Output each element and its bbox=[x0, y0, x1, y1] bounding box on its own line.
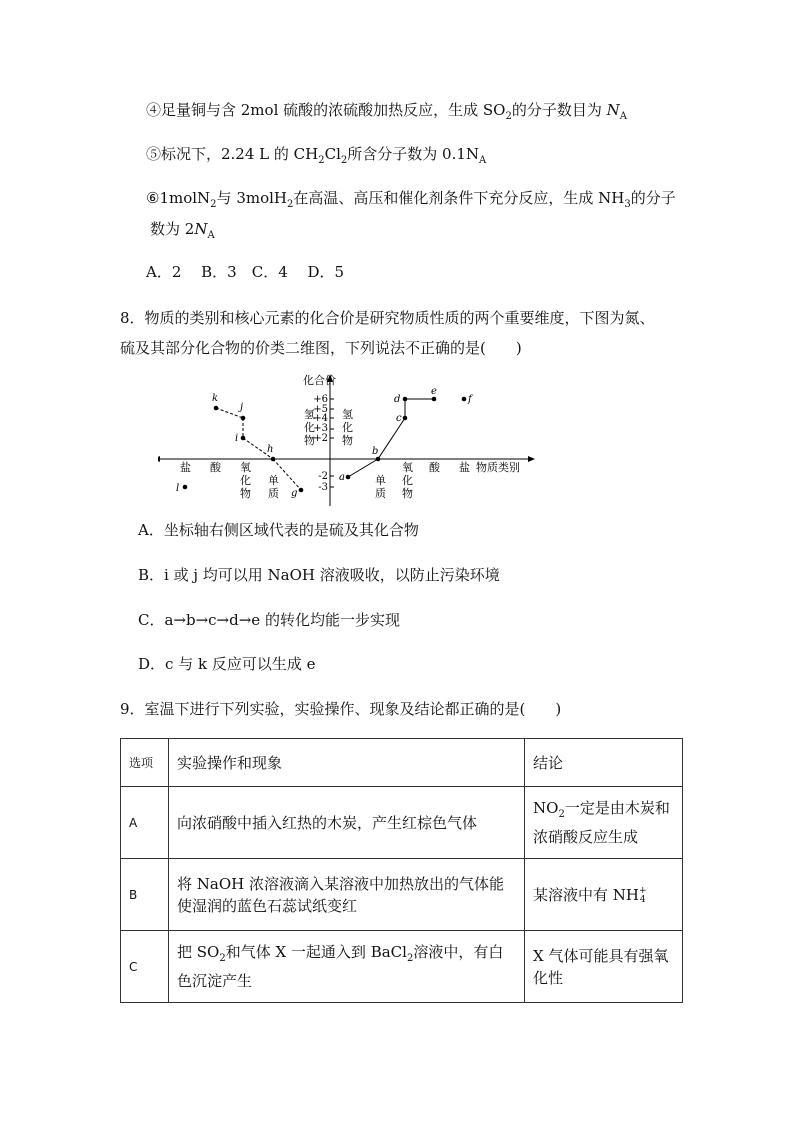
label-c: c bbox=[396, 413, 402, 424]
point-b bbox=[376, 457, 381, 462]
point-f bbox=[462, 397, 467, 402]
q8-option-d: D．c 与 k 反应可以生成 e bbox=[138, 655, 316, 673]
q8-option-a: A．坐标轴右侧区域代表的是硫及其化合物 bbox=[138, 521, 419, 539]
q8-stem-line2: 硫及其部分化合物的价类二维图，下列说法不正确的是( ) bbox=[120, 339, 522, 357]
svg-text:物: 物 bbox=[342, 434, 353, 447]
y-axis-label: 化合价 bbox=[303, 374, 336, 387]
table-row: C 把 $SO_2$和气体 X 一起通入到 BaCl$_2$溶液中，有白色沉淀产生 X 气体可能具有强氧化性 bbox=[121, 931, 683, 1003]
point-d bbox=[403, 397, 408, 402]
x-left-acid: 酸 bbox=[210, 461, 221, 474]
label-h: h bbox=[267, 444, 274, 455]
svg-text:氧: 氧 bbox=[240, 461, 251, 474]
svg-text:氢: 氢 bbox=[304, 408, 315, 421]
q8-stem-line1: 8．物质的类别和核心元素的化合价是研究物质性质的两个重要维度，下图为氮、 bbox=[120, 309, 655, 327]
label-l: l bbox=[176, 483, 180, 494]
tick-minus3: -3 bbox=[318, 482, 328, 493]
tick-minus2: -2 bbox=[318, 471, 328, 482]
svg-text:物: 物 bbox=[304, 434, 315, 447]
header-option: 选项 bbox=[121, 739, 169, 787]
q7-item-6-cont: 数为 $2N_A$ bbox=[150, 220, 215, 241]
point-l bbox=[183, 485, 188, 490]
label-f: f bbox=[468, 394, 472, 405]
tick-plus5: +5 bbox=[313, 404, 328, 415]
valence-category-diagram bbox=[158, 370, 538, 510]
tick-plus3: +3 bbox=[313, 423, 328, 434]
svg-text:化: 化 bbox=[240, 474, 251, 487]
label-d: d bbox=[394, 394, 401, 405]
table-header-row bbox=[121, 739, 683, 787]
header-conclusion: 结论 bbox=[525, 739, 683, 787]
label-b: b bbox=[372, 446, 379, 457]
label-i: i bbox=[235, 433, 239, 444]
svg-text:物: 物 bbox=[240, 487, 251, 500]
svg-text:氧: 氧 bbox=[402, 461, 413, 474]
point-g bbox=[299, 488, 304, 493]
svg-text:化: 化 bbox=[402, 474, 413, 487]
point-i bbox=[241, 436, 246, 441]
point-a bbox=[346, 475, 351, 480]
experiment-table bbox=[120, 738, 683, 1003]
tick-plus2: +2 bbox=[313, 433, 328, 444]
point-k bbox=[214, 406, 219, 411]
q9-stem: 9．室温下进行下列实验，实验操作、现象及结论都正确的是( ) bbox=[120, 700, 562, 718]
svg-text:单: 单 bbox=[268, 474, 279, 487]
svg-text:化: 化 bbox=[342, 421, 353, 434]
x-right-salt: 盐 bbox=[459, 461, 470, 474]
q8-option-b: B．i 或 j 均可以用 NaOH 溶液吸收，以防止污染环境 bbox=[138, 566, 500, 584]
label-k: k bbox=[212, 393, 219, 404]
label-j: j bbox=[240, 402, 244, 413]
header-operation: 实验操作和现象 bbox=[169, 739, 525, 787]
q7-item-4: ④足量铜与含 2mol 硫酸的浓硫酸加热反应，生成 $SO_2$的分子数目为 $N_A$ bbox=[146, 101, 627, 122]
q8-option-c: C．a→b→c→d→e 的转化均能一步实现 bbox=[138, 611, 400, 629]
point-h bbox=[271, 457, 276, 462]
x-axis-tail-label: 物质类别 bbox=[476, 461, 520, 474]
point-c bbox=[403, 416, 408, 421]
table-row: A 向浓硝酸中插入红热的木炭，产生红棕色气体 $NO_2$一定是由木炭和浓硝酸反应生成 bbox=[121, 787, 683, 859]
label-g: g bbox=[291, 488, 298, 499]
svg-text:质: 质 bbox=[375, 487, 386, 500]
table-row: B 将 NaOH 浓溶液滴入某溶液中加热放出的气体能使湿润的蓝色石蕊试纸变红 某溶液中有 NH+ 4 bbox=[121, 859, 683, 931]
svg-text:物: 物 bbox=[402, 487, 413, 500]
point-j bbox=[241, 416, 246, 421]
q7-item-6: ⑥1molN$_2$与 3molH$_2$在高温、高压和催化剂条件下充分反应，生成 $NH_3$的分子 bbox=[146, 189, 676, 210]
point-e bbox=[432, 397, 437, 402]
tick-plus6: +6 bbox=[313, 394, 328, 405]
label-e: e bbox=[431, 386, 437, 397]
svg-text:单: 单 bbox=[375, 474, 386, 487]
x-left-salt: 盐 bbox=[180, 461, 191, 474]
svg-text:化: 化 bbox=[304, 421, 315, 434]
label-a: a bbox=[339, 472, 345, 483]
svg-text:质: 质 bbox=[268, 487, 279, 500]
q7-item-5: ⑤标况下，2.24 L 的 $CH_2Cl_2$所含分子数为 $0.1N_A$ bbox=[146, 145, 487, 166]
tick-plus4: +4 bbox=[313, 413, 328, 424]
svg-text:氢: 氢 bbox=[342, 408, 353, 421]
x-right-acid: 酸 bbox=[429, 461, 440, 474]
q7-options: A．2 B．3 C．4 D．5 bbox=[146, 263, 345, 281]
